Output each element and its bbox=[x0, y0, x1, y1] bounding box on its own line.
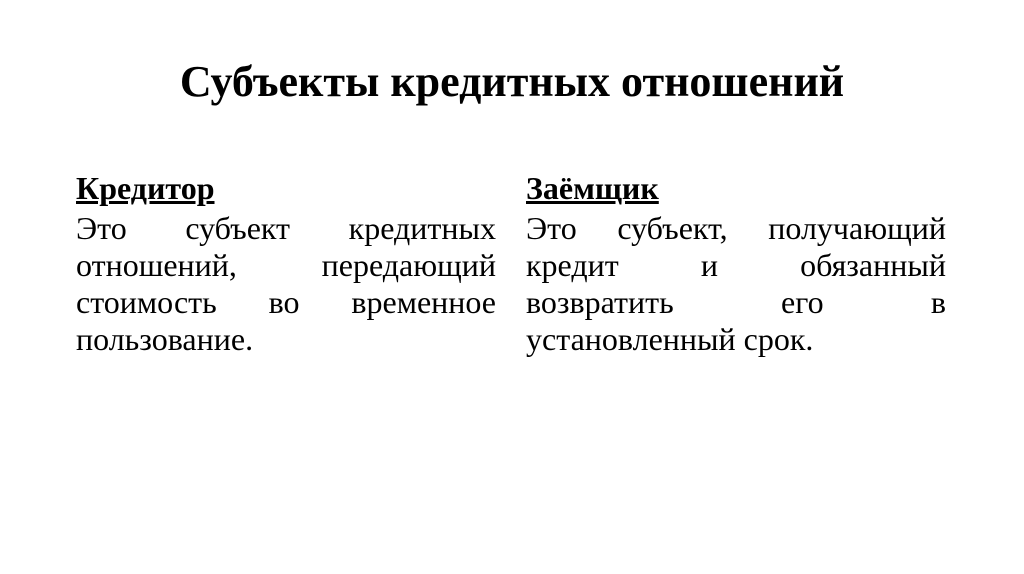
borrower-heading: Заёмщик bbox=[526, 170, 659, 206]
creditor-definition: Это субъект кредитных отношений, передающий стоимость во временное пользование. bbox=[76, 210, 496, 357]
borrower-column bbox=[526, 168, 946, 358]
slide-title: Субъекты кредитных отношений bbox=[179, 57, 845, 106]
creditor-column bbox=[76, 168, 496, 358]
borrower-definition: Это субъект, получающий кредит и обязанный возвратить его в установленный срок. bbox=[526, 210, 946, 357]
creditor-heading: Кредитор bbox=[76, 170, 215, 206]
